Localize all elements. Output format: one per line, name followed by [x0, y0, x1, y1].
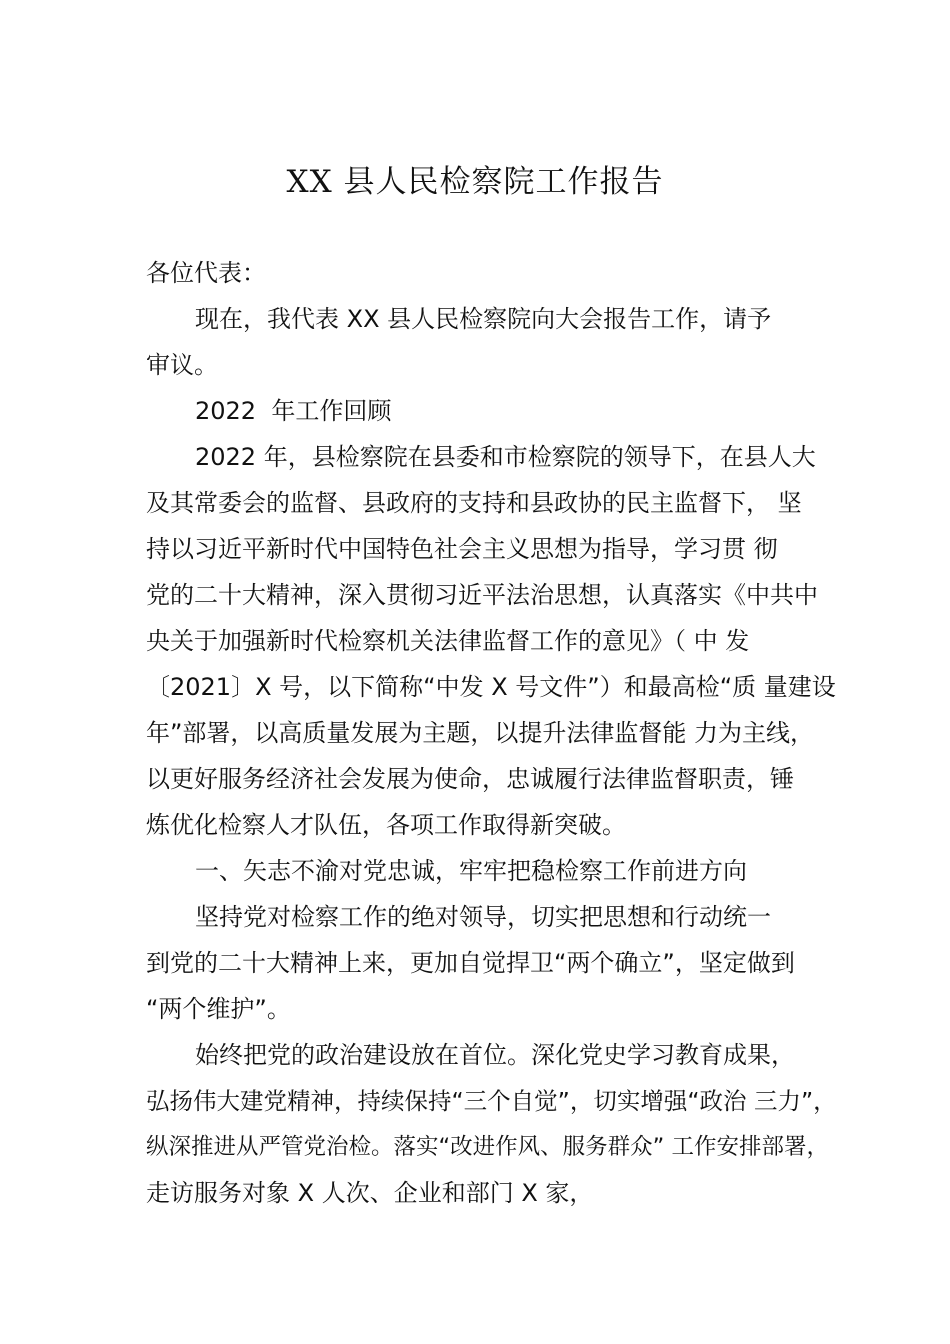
paragraph-line: 以更好服务经济社会发展为使命，忠诚履行法律监督职责，锤: [146, 765, 794, 793]
salutation: 各位代表：: [146, 259, 266, 287]
paragraph-line: 央关于加强新时代检察机关法律监督工作的意见》（ 中 发: [146, 627, 750, 655]
paragraph-line: “两个维护”。: [146, 995, 291, 1023]
paragraph-line: 现在，我代表 XX 县人民检察院向大会报告工作，请予: [195, 305, 772, 333]
document-title: XX 县人民检察院工作报告: [286, 164, 664, 200]
paragraph-line: 年”部署，以高质量发展为主题，以提升法律监督能 力为主线，: [146, 719, 815, 747]
paragraph-line: 坚持党对检察工作的绝对领导，切实把思想和行动统一: [195, 903, 771, 931]
paragraph-line: 始终把党的政治建设放在首位。深化党史学习教育成果，: [195, 1041, 795, 1069]
section-heading: 一、矢志不渝对党忠诚，牢牢把稳检察工作前进方向: [195, 857, 747, 885]
paragraph-line: 走访服务对象 X 人次、企业和部门 X 家，: [146, 1179, 594, 1207]
paragraph-line: 纵深推进从严管党治检。落实“改进作风、服务群众” 工作安排部署，: [146, 1134, 829, 1160]
paragraph-line: 党的二十大精神，深入贯彻习近平法治思想，认真落实《中共中: [146, 581, 818, 609]
paragraph-line: 持以习近平新时代中国特色社会主义思想为指导，学习贯 彻: [146, 535, 778, 563]
paragraph-line: 弘扬伟大建党精神，持续保持“三个自觉”，切实增强“政治 三力”，: [146, 1087, 837, 1115]
paragraph-line: 审议。: [146, 351, 218, 379]
paragraph-line: 2022 年，县检察院在县委和市检察院的领导下，在县人大: [195, 443, 816, 471]
section-heading: 2022 年工作回顾: [195, 397, 392, 425]
paragraph-line: 〔2021〕X 号，以下简称“中发 X 号文件”）和最高检“质 量建设: [146, 673, 836, 701]
paragraph-line: 及其常委会的监督、县政府的支持和县政协的民主监督下， 坚: [146, 489, 802, 517]
paragraph-line: 炼优化检察人才队伍，各项工作取得新突破。: [146, 811, 626, 839]
paragraph-line: 到党的二十大精神上来，更加自觉捍卫“两个确立”，坚定做到: [146, 949, 795, 977]
